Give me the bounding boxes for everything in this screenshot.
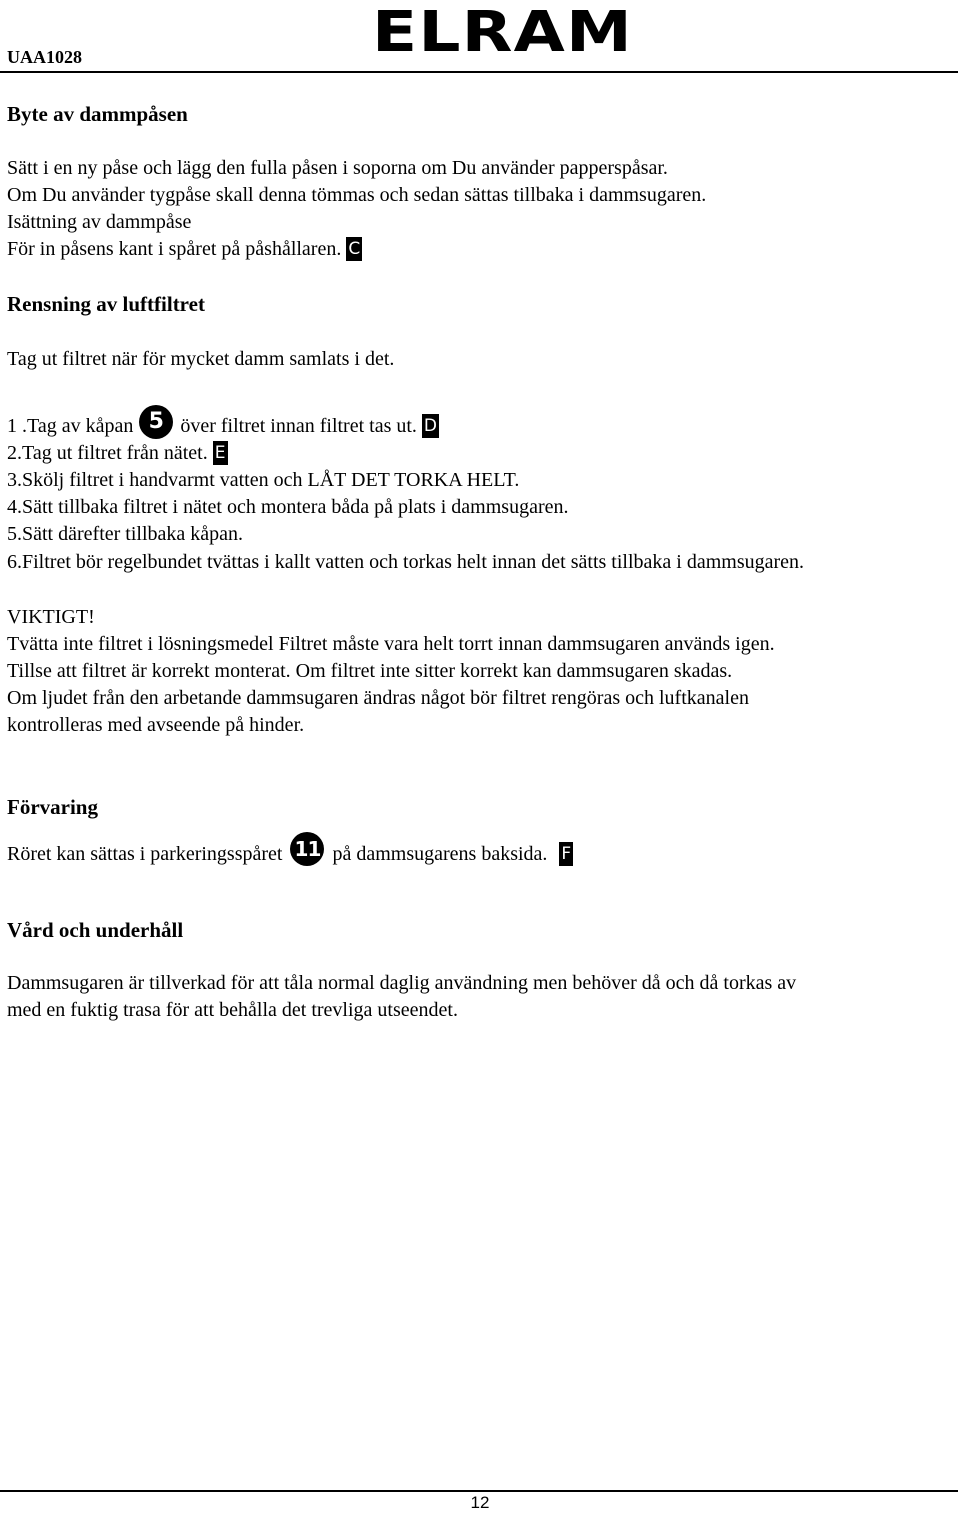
dustbag-line: Om Du använder tygpåse skall denna tömmas och sedan sättas tillbaka i dammsugaren. [7,184,707,206]
heading-filter: Rensning av luftfiltret [7,292,205,316]
part-number-11-icon: 11 [290,832,324,866]
dustbag-insert-text: För in påsens kant i spåret på påshållaren. [7,238,342,260]
filter-step-5: 5.Sätt därefter tillbaka kåpan. [7,523,244,545]
figure-tag-c: C [348,239,361,259]
filter-step-3: 3.Skölj filtret i handvarmt vatten och LÅT DET TORKA HELT. [7,469,520,491]
figure-tag-f: F [561,844,572,864]
dustbag-line: Isättning av dammpåse [7,211,192,233]
dustbag-line [7,236,362,263]
dustbag-line: Sätt i en ny påse och lägg den fulla påsen i soporna om Du använder papperspåsar. [7,157,668,179]
part-number-5-icon: 5 [139,405,173,439]
figure-tag-d: D [423,416,438,436]
important-line: Om ljudet från den arbetande dammsugaren ändras något bör filtret rengöras och luftkanalen [7,687,749,709]
storage-text [7,832,573,868]
model-number: UAA1028 [7,47,82,67]
brand-logo: ELRAM [372,0,633,65]
heading-dustbag: Byte av dammpåsen [7,102,188,126]
important-line: Tillse att filtret är korrekt monterat. Om filtret inte sitter korrekt kan dammsugaren skadas. [7,660,733,682]
figure-tag-e: E [214,443,226,463]
storage-text-after: på dammsugarens baksida. [332,843,548,865]
filter-step-1 [7,405,439,440]
storage-text-before: Röret kan sättas i parkeringsspåret [7,843,283,865]
filter-step-4: 4.Sätt tillbaka filtret i nätet och montera båda på plats i dammsugaren. [7,496,569,518]
filter-step-2 [7,440,228,467]
important-line: Tvätta inte filtret i lösningsmedel Filtret måste vara helt torrt innan dammsugaren används igen. [7,633,775,655]
step2-text: 2.Tag ut filtret från nätet. [7,442,208,464]
heading-storage: Förvaring [7,795,98,819]
page-number: 12 [470,1493,490,1512]
important-title: VIKTIGT! [7,606,95,628]
step1-text-after: över filtret innan filtret tas ut. [180,415,417,437]
step1-text-before: 1 .Tag av kåpan [7,415,134,437]
care-line: med en fuktig trasa för att behålla det trevliga utseendet. [7,999,458,1021]
filter-step-6: 6.Filtret bör regelbundet tvättas i kallt vatten och torkas helt innan det sätts tillbaka i dammsugaren. [7,551,805,573]
care-line: Dammsugaren är tillverkad för att tåla normal daglig användning men behöver då och då torkas av [7,972,797,994]
header-divider [0,71,958,73]
footer-divider [0,1490,958,1492]
heading-care: Vård och underhåll [7,918,184,942]
important-line: kontrolleras med avseende på hinder. [7,714,305,736]
filter-intro: Tag ut filtret när för mycket damm samlats i det. [7,348,395,370]
